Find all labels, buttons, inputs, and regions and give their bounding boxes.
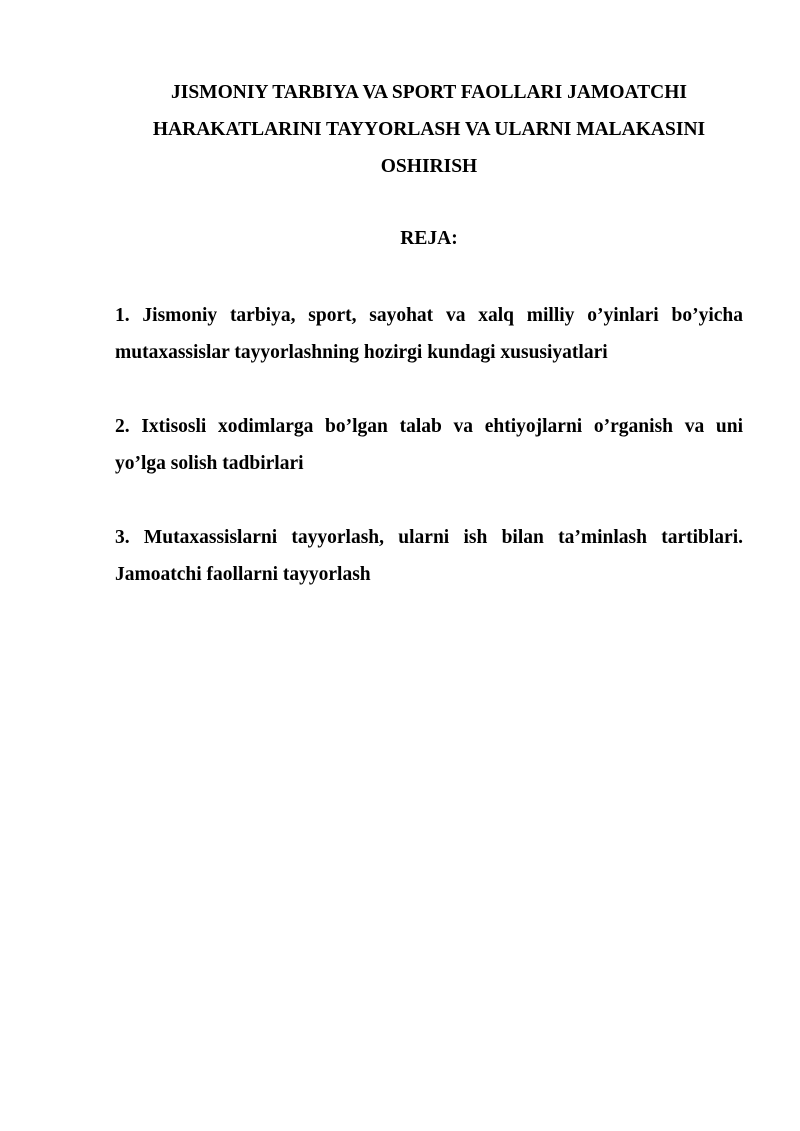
plan-item-3-line-2: Jamoatchi faollarni tayyorlash — [115, 564, 371, 585]
title-line-2: HARAKATLARINI TAYYORLASH VA ULARNI MALAKASINI — [152, 119, 706, 140]
plan-item-2 — [115, 408, 743, 482]
plan-item-2-line-2: yo’lga solish tadbirlari — [115, 453, 304, 474]
document-title — [100, 74, 758, 185]
plan-list — [115, 297, 743, 630]
plan-item-2-line-1: 2. Ixtisosli xodimlarga bo’lgan talab va ehtiyojlarni o’rganish va uni — [115, 416, 743, 437]
plan-item-3-line-1: 3. Mutaxassislarni tayyorlash, ularni ish bilan ta’minlash tartiblari. — [115, 527, 743, 548]
title-line-3: OSHIRISH — [380, 156, 478, 177]
title-line-1: JISMONIY TARBIYA VA SPORT FAOLLARI JAMOATCHI — [171, 82, 687, 103]
plan-item-1 — [115, 297, 743, 371]
plan-heading: REJA: — [400, 228, 458, 249]
plan-item-1-line-1: 1. Jismoniy tarbiya, sport, sayohat va xalq milliy o’yinlari bo’yicha — [115, 305, 743, 326]
plan-item-3 — [115, 519, 743, 593]
plan-item-1-line-2: mutaxassislar tayyorlashning hozirgi kundagi xususiyatlari — [115, 342, 608, 363]
